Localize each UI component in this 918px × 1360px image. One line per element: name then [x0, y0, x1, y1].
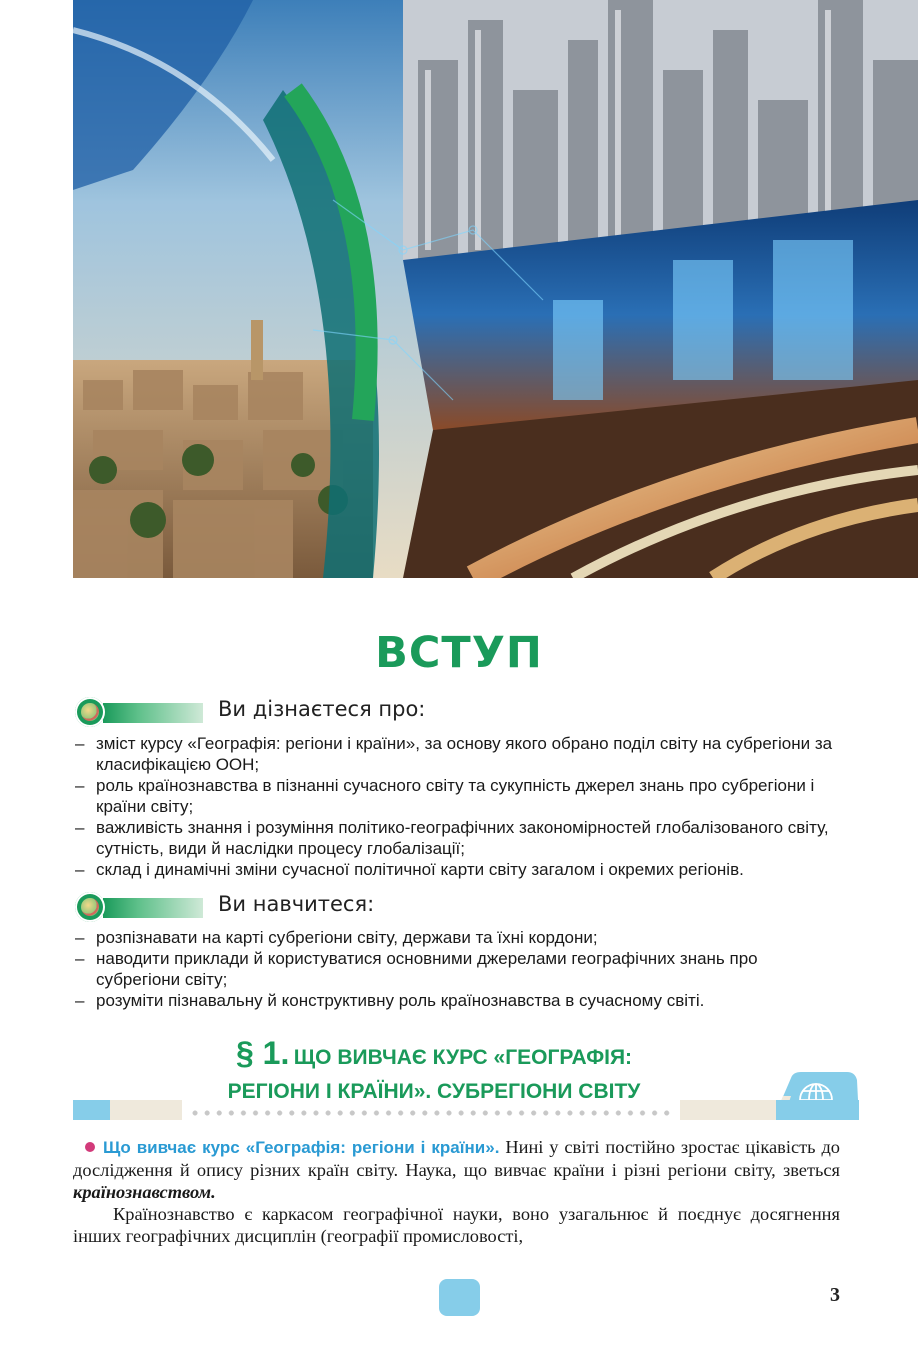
page-tab	[439, 1279, 480, 1316]
section-divider	[73, 1100, 859, 1120]
learn-list	[73, 733, 843, 880]
learn-block-label: Ви дізнаєтеся про:	[218, 697, 426, 721]
cover-collage	[73, 0, 918, 578]
header-bar	[103, 703, 203, 723]
learn-block-label: Ви навчитеся:	[218, 892, 375, 916]
list-item: – зміст курсу «Географія: регіони і країни», за основу якого обрано поділ світу на субрегіони за класифікацією ООН;	[73, 733, 843, 775]
globe-badge-icon	[75, 892, 105, 922]
key-term: країнознавством.	[73, 1182, 216, 1202]
cover-illustration	[73, 0, 918, 578]
body-text	[73, 1136, 840, 1247]
page-number: 3	[830, 1284, 840, 1306]
section-heading	[0, 1037, 868, 1108]
paragraph	[73, 1136, 840, 1203]
list-item: – розпізнавати на карті субрегіони світу, держави та їхні кордони;	[73, 927, 843, 948]
globe-badge-icon	[75, 697, 105, 727]
paragraph-text: Нині у світі постійно зростає цікавість до дослідження й опису різних країн світу. Наука, що вивчає країни і різні регіони світу, зветься	[73, 1137, 840, 1180]
list-item: – наводити приклади й користуватися основними джерелами географічних знань про субрегіони світу;	[73, 948, 843, 990]
section-title-line2: РЕГІОНИ І КРАЇНИ». СУБРЕГІОНИ СВІТУ	[227, 1080, 641, 1103]
list-item: – склад і динамічні зміни сучасної політичної карти світу загалом і окремих регіонів.	[73, 859, 843, 880]
list-item: – розуміти пізнавальну й конструктивну роль країнознавства в сучасному світі.	[73, 990, 843, 1011]
paragraph-lead: Що вивчає курс «Географія: регіони і країни».	[103, 1138, 500, 1157]
skills-list	[73, 927, 843, 1011]
learn-block-header	[73, 892, 853, 924]
page-title: ВСТУП	[375, 628, 543, 678]
paragraph: Країнознавство є каркасом географічної науки, воно узагальнює й поєднує досягнення інших географічних дисциплін (географії промисловості,	[73, 1204, 840, 1246]
list-item: – важливість знання і розуміння політико-географічних закономірностей глобалізованого світу, сутність, види й наслідки процесу глобалізації;	[73, 817, 843, 859]
list-item: – роль країнознавства в пізнанні сучасного світу та сукупність джерел знань про субрегіони і країни світу;	[73, 775, 843, 817]
learn-block-header	[73, 697, 853, 729]
section-number: § 1.	[235, 1035, 290, 1071]
section-title-line1: ЩО ВИВЧАЄ КУРС «ГЕОГРАФІЯ:	[293, 1046, 633, 1069]
header-bar	[103, 898, 203, 918]
bullet-dot-icon	[85, 1142, 95, 1152]
